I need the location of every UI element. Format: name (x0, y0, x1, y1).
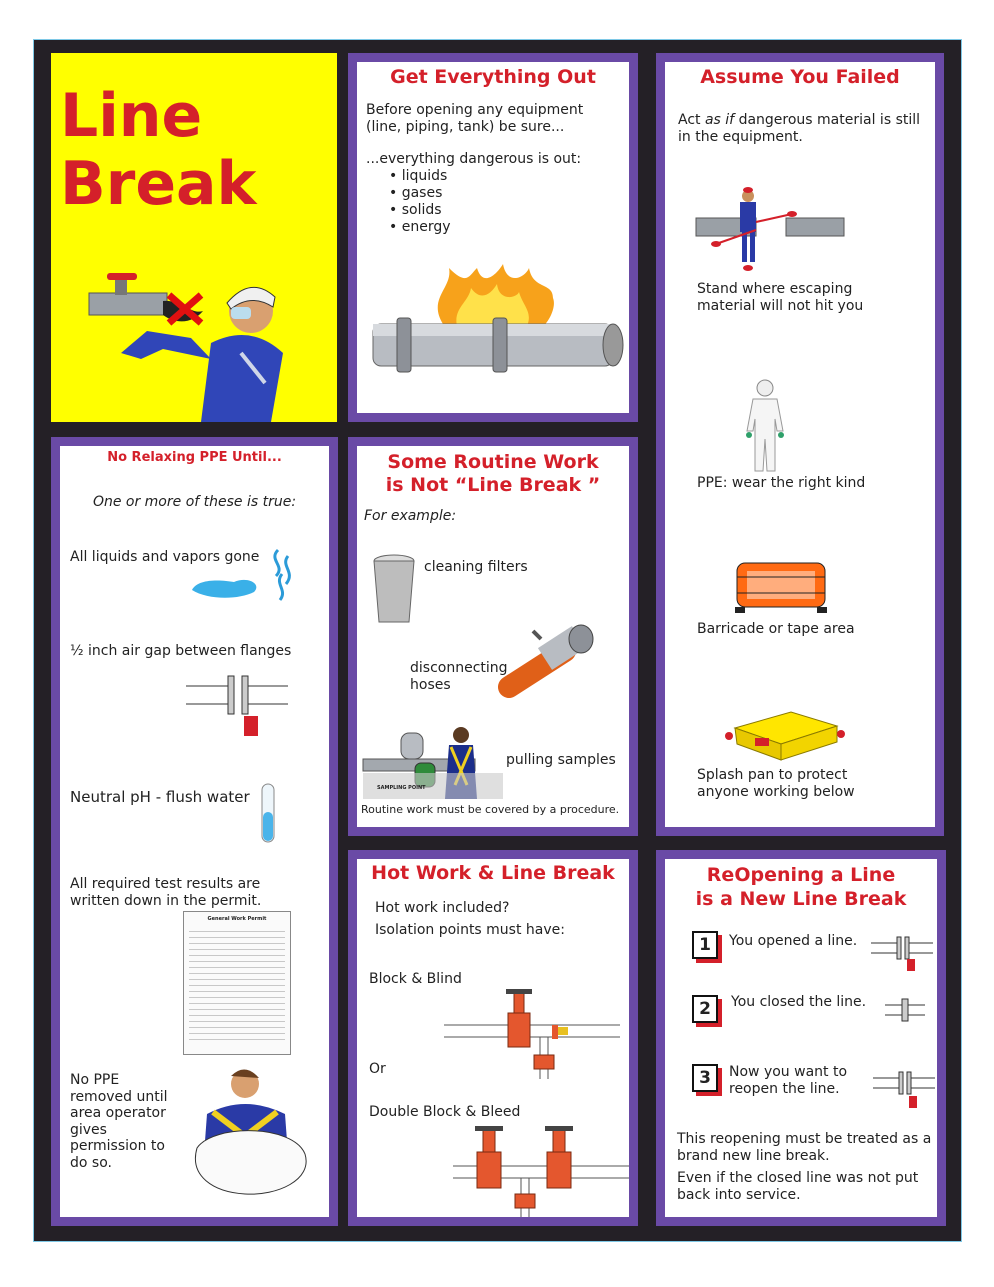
block-blind-label: Block & Blind (369, 971, 462, 987)
test-tube-icon (258, 782, 278, 848)
panel-assume-you-failed (656, 53, 944, 836)
reopen-line-icon (873, 1070, 935, 1110)
routine-item-samples: pulling samples (506, 752, 616, 768)
assume-intro: Act as if dangerous material is still in the equipment. (678, 112, 921, 145)
hose-icon (505, 629, 597, 695)
panel-no-relaxing-ppe (51, 437, 338, 1226)
step-number-badge: 3 (692, 1064, 718, 1092)
step-2-text: You closed the line. (731, 994, 867, 1010)
step-number-badge: 1 (692, 931, 718, 959)
ppe-item-test-results: All required test results are written down in the permit. (70, 876, 262, 909)
protective-suit-illustration (743, 379, 787, 473)
ppe-caption: PPE: wear the right kind (697, 475, 866, 491)
panel-routine-work (348, 437, 638, 836)
barricade-caption: Barricade or tape area (697, 621, 855, 637)
water-puddle-icon (188, 546, 298, 604)
ppe-item-ph: Neutral pH - flush water (70, 788, 250, 806)
ppe-panel-subtitle: One or more of these is true: (92, 494, 297, 510)
routine-footer: Routine work must be covered by a procedure. (361, 803, 620, 816)
closed-line-icon (885, 999, 925, 1021)
routine-example: For example: (364, 508, 457, 524)
hotwork-line2: Isolation points must have: (375, 922, 565, 938)
step-3-text: Now you want to reopen the line. (729, 1064, 848, 1097)
reopen-title-line2: is a New Line Break (695, 888, 907, 910)
get-out-title: Get Everything Out (390, 66, 596, 88)
splash-caption: Splash pan to protect anyone working below (697, 767, 855, 800)
hero-panel (51, 53, 337, 422)
list-item: • solids (389, 202, 451, 219)
list-item: • energy (389, 219, 451, 236)
worker-beside-pipe-illustration (696, 188, 846, 278)
get-out-lead: ...everything dangerous is out: (366, 151, 582, 167)
permit-heading: General Work Permit (207, 916, 267, 922)
routine-title-line2: is Not “Line Break ” (385, 474, 601, 496)
permit-document-image (183, 911, 291, 1055)
reopen-title-line1: ReOpening a Line (706, 864, 896, 886)
hero-title-line2: Break (60, 149, 257, 219)
hotwork-line1: Hot work included? (375, 900, 510, 916)
burning-pipe-illustration (357, 268, 629, 388)
get-out-intro: Before opening any equipment (line, piping, tank) be sure... (366, 102, 584, 135)
worker-removing-ppe-illustration (193, 1064, 313, 1196)
sampling-point-sign: SAMPLING POINT (377, 785, 426, 791)
opened-line-icon (871, 935, 933, 971)
routine-item-hoses: disconnecting hoses (410, 660, 508, 693)
list-item: • gases (389, 185, 451, 202)
routine-item-filters: cleaning filters (424, 559, 528, 575)
panel-hot-work (348, 850, 638, 1226)
hero-title-line1: Line (60, 81, 203, 151)
hotwork-title: Hot Work & Line Break (371, 862, 615, 884)
stand-caption: Stand where escaping material will not hit you (697, 281, 864, 314)
list-item: • liquids (389, 168, 451, 185)
flange-gap-icon (186, 674, 290, 738)
ppe-item-air-gap: ½ inch air gap between flanges (70, 643, 292, 659)
step-1-text: You opened a line. (729, 933, 858, 949)
routine-title-line1: Some Routine Work (387, 451, 599, 473)
ppe-item-permission: No PPE removed until area operator gives permission to do so. (70, 1072, 168, 1171)
step-number-badge: 2 (692, 995, 718, 1023)
panel-get-everything-out (348, 53, 638, 422)
assume-title: Assume You Failed (700, 66, 900, 88)
reopen-note-1: This reopening must be treated as a brand new line break. (677, 1131, 932, 1164)
barricade-illustration (733, 557, 829, 615)
reopen-note-2: Even if the closed line was not put back into service. (677, 1170, 919, 1203)
or-label: Or (369, 1061, 386, 1077)
splash-pan-illustration (725, 710, 845, 766)
filter-bag-icon (371, 554, 417, 626)
dangerous-list (389, 168, 451, 236)
ppe-item-liquids: All liquids and vapors gone (70, 549, 260, 565)
block-and-blind-diagram (444, 989, 620, 1083)
ppe-panel-title: No Relaxing PPE Until... (107, 450, 282, 465)
double-block-bleed-diagram (453, 1124, 629, 1217)
double-block-label: Double Block & Bleed (369, 1104, 521, 1120)
panel-reopening (656, 850, 946, 1226)
worker-spray-illustration (51, 53, 337, 422)
